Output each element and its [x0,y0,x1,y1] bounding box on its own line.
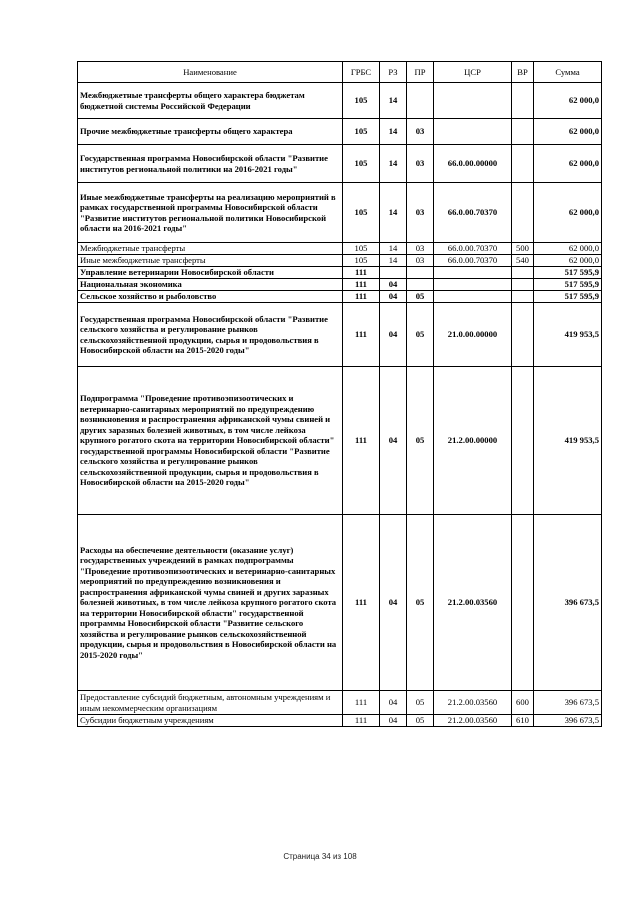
row-vr: 500 [512,243,534,255]
row-grbs: 105 [343,83,380,119]
table-row [78,291,602,303]
row-vr [512,183,534,243]
table-row [78,367,602,515]
row-rz: 04 [380,367,407,515]
row-sum: 396 673,5 [534,515,602,691]
row-rz: 14 [380,255,407,267]
budget-table [77,61,602,727]
row-name: Межбюджетные трансферты [78,243,343,255]
row-csr: 21.2.00.03560 [434,515,512,691]
row-pr: 03 [407,145,434,183]
header-name: Наименование [78,62,343,83]
header-vr: ВР [512,62,534,83]
row-csr [434,119,512,145]
table-row [78,183,602,243]
row-csr: 66.0.00.70370 [434,255,512,267]
row-name: Прочие межбюджетные трансферты общего характера [78,119,343,145]
table-row [78,267,602,279]
row-sum: 62 000,0 [534,183,602,243]
row-csr [434,83,512,119]
row-vr [512,291,534,303]
row-grbs: 111 [343,279,380,291]
row-rz: 14 [380,243,407,255]
row-vr [512,279,534,291]
row-name: Предоставление субсидий бюджетным, автономным учреждениям и иным некоммерческим организациям [78,691,343,715]
row-pr [407,279,434,291]
row-rz [380,267,407,279]
row-sum: 62 000,0 [534,83,602,119]
row-grbs: 111 [343,267,380,279]
row-csr [434,279,512,291]
row-csr: 66.0.00.70370 [434,183,512,243]
row-csr [434,291,512,303]
row-rz: 04 [380,715,407,727]
row-pr [407,83,434,119]
row-pr: 05 [407,367,434,515]
table-header-row [78,62,602,83]
row-name: Государственная программа Новосибирской области "Развитие институтов региональной политики на 2016-2021 годы" [78,145,343,183]
row-name: Управление ветеринарии Новосибирской области [78,267,343,279]
row-vr: 540 [512,255,534,267]
row-rz: 14 [380,145,407,183]
header-sum: Сумма [534,62,602,83]
table-row [78,715,602,727]
row-csr: 66.0.00.70370 [434,243,512,255]
row-pr: 03 [407,255,434,267]
row-vr [512,303,534,367]
table-row [78,119,602,145]
row-pr [407,267,434,279]
row-rz: 14 [380,183,407,243]
row-grbs: 111 [343,303,380,367]
row-vr: 600 [512,691,534,715]
row-csr: 21.2.00.03560 [434,691,512,715]
row-rz: 04 [380,691,407,715]
row-rz: 04 [380,279,407,291]
row-pr: 03 [407,183,434,243]
row-pr: 05 [407,303,434,367]
row-vr [512,119,534,145]
row-csr [434,267,512,279]
row-rz: 04 [380,291,407,303]
row-name: Сельское хозяйство и рыболовство [78,291,343,303]
row-vr [512,83,534,119]
row-name: Государственная программа Новосибирской области "Развитие сельского хозяйства и регулирование рынков сельскохозяйственной продукции, сырья и продовольствия в Новосибирской области на 2015-2020 годы" [78,303,343,367]
row-vr [512,145,534,183]
row-name: Расходы на обеспечение деятельности (оказание услуг) государственных учреждений в рамках подпрограммы "Проведение противоэпизоотических и ветеринарно-санитарных мероприятий по предупреждению возникновения и распространения африканской чумы свиней и других заразных болезней животных, в том числе лейкоза крупного рогатого скота на территории Новосибирской области" государственной программы Новосибирской области "Развитие сельского хозяйства и регулирование рынков сельскохозяйственной продукции, сырья и продовольствия в Новосибирской области на 2015-2020 годы" [78,515,343,691]
row-grbs: 105 [343,255,380,267]
row-sum: 62 000,0 [534,243,602,255]
row-name: Межбюджетные трансферты общего характера бюджетам бюджетной системы Российской Федерации [78,83,343,119]
row-sum: 419 953,5 [534,367,602,515]
table-row [78,691,602,715]
row-grbs: 111 [343,715,380,727]
row-grbs: 105 [343,119,380,145]
row-csr: 21.2.00.00000 [434,367,512,515]
table-row [78,83,602,119]
row-csr: 21.0.00.00000 [434,303,512,367]
table-row [78,303,602,367]
row-pr: 03 [407,119,434,145]
row-name: Иные межбюджетные трансферты на реализацию мероприятий в рамках государственной программы Новосибирской области "Развитие институтов региональной политики Новосибирской области на 2016-2021 годы" [78,183,343,243]
row-rz: 14 [380,83,407,119]
row-pr: 03 [407,243,434,255]
row-csr: 21.2.00.03560 [434,715,512,727]
row-pr: 05 [407,715,434,727]
row-csr: 66.0.00.00000 [434,145,512,183]
row-sum: 517 595,9 [534,267,602,279]
row-grbs: 111 [343,691,380,715]
table-row [78,145,602,183]
row-sum: 517 595,9 [534,291,602,303]
header-csr: ЦСР [434,62,512,83]
row-name: Иные межбюджетные трансферты [78,255,343,267]
row-rz: 14 [380,119,407,145]
table-row [78,515,602,691]
row-pr: 05 [407,291,434,303]
row-grbs: 111 [343,291,380,303]
row-sum: 62 000,0 [534,145,602,183]
page-number: Страница 34 из 108 [283,852,357,861]
table-row [78,243,602,255]
row-grbs: 105 [343,183,380,243]
row-name: Подпрограмма "Проведение противоэпизоотических и ветеринарно-санитарных мероприятий по предупреждению возникновения и распространения африканской чумы свиней и других заразных болезней животных, в том числе лейкоза крупного рогатого скота на территории Новосибирской области" государственной программы Новосибирской области "Развитие сельского хозяйства и регулирование рынков сельскохозяйственной продукции, сырья и продовольствия в Новосибирской области на 2015-2020 годы" [78,367,343,515]
header-pr: ПР [407,62,434,83]
row-grbs: 111 [343,515,380,691]
row-grbs: 105 [343,145,380,183]
row-sum: 396 673,5 [534,715,602,727]
row-name: Субсидии бюджетным учреждениям [78,715,343,727]
row-grbs: 105 [343,243,380,255]
row-sum: 419 953,5 [534,303,602,367]
row-pr: 05 [407,515,434,691]
row-sum: 396 673,5 [534,691,602,715]
row-sum: 62 000,0 [534,255,602,267]
row-name: Национальная экономика [78,279,343,291]
row-sum: 517 595,9 [534,279,602,291]
row-vr: 610 [512,715,534,727]
header-grbs: ГРБС [343,62,380,83]
header-rz: РЗ [380,62,407,83]
table-row [78,279,602,291]
row-rz: 04 [380,515,407,691]
row-vr [512,267,534,279]
table-row [78,255,602,267]
row-rz: 04 [380,303,407,367]
row-sum: 62 000,0 [534,119,602,145]
row-vr [512,515,534,691]
row-grbs: 111 [343,367,380,515]
row-pr: 05 [407,691,434,715]
row-vr [512,367,534,515]
